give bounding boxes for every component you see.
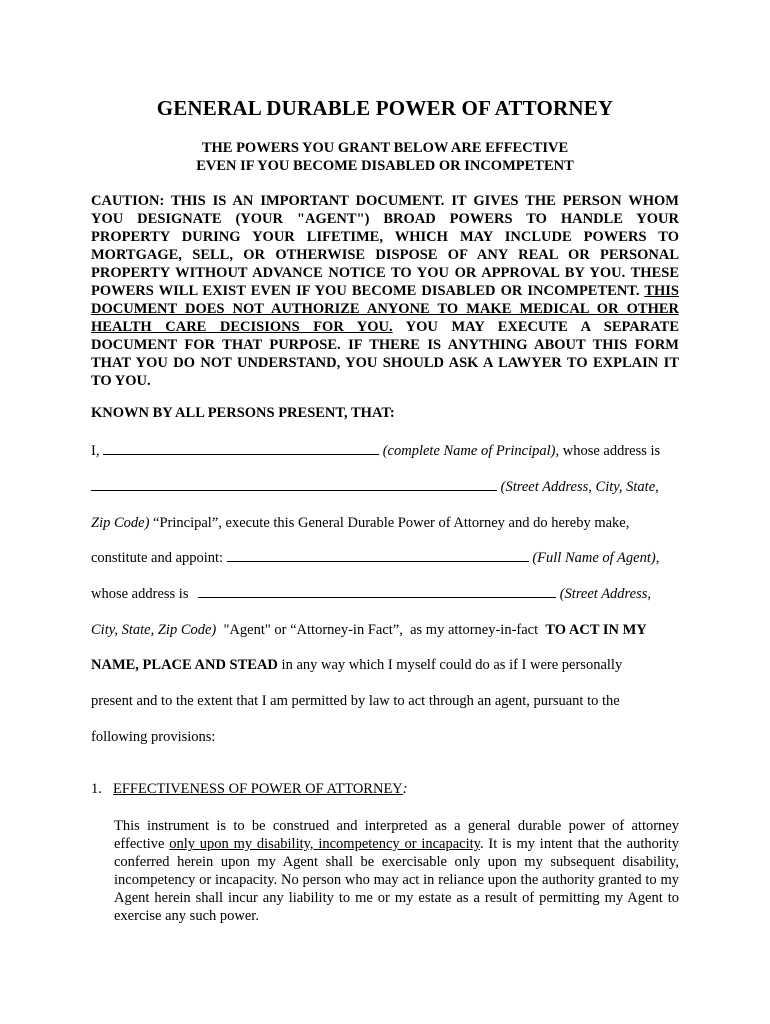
present-extent-line: present and to the extent that I am permitted by law to act through an agent, pursuant to the: [91, 693, 620, 709]
principal-execute-text: “Principal”, execute this General Durable Power of Attorney and do hereby make,: [149, 515, 630, 531]
agent-address-blank[interactable]: [198, 585, 556, 598]
agent-address-label: whose address is: [91, 586, 189, 602]
principal-address-label: , whose address is: [555, 443, 661, 459]
agent-name-blank[interactable]: [227, 549, 529, 562]
subtitle-line-2: EVEN IF YOU BECOME DISABLED OR INCOMPETENT: [196, 158, 574, 174]
principal-prefix: I,: [91, 443, 100, 459]
principal-name-line: [91, 442, 679, 460]
agent-name-comma: ,: [655, 550, 660, 566]
section-1-text-2: . It is my intent that the authority conferred herein upon my Agent shall be exercisable only upon my subsequent disability, incompetency or incapacity. No person who may act in reliance upon the authority granted to my Agent herein shall incur any liability to me or my estate as a result of permitting my Agent to exercise any such power.: [114, 836, 679, 924]
agent-address-hint: (Street Address,: [559, 586, 652, 602]
document-title: GENERAL DURABLE POWER OF ATTORNEY: [156, 96, 614, 120]
principal-zip-hint: Zip Code): [91, 515, 150, 531]
principal-address-hint: (Street Address, City, State,: [500, 479, 659, 495]
principal-address-line: [91, 478, 679, 496]
agent-city-line: [91, 621, 679, 639]
agent-name-line: [91, 549, 679, 567]
known-by-all-heading: KNOWN BY ALL PERSONS PRESENT, THAT:: [91, 405, 395, 421]
personally-text: in any way which I myself could do as if I were personally: [277, 657, 623, 673]
principal-zip-line: [91, 514, 679, 532]
principal-name-blank[interactable]: [103, 442, 379, 455]
name-place-stead-line: [91, 656, 679, 674]
agent-address-line: [91, 585, 679, 603]
section-1-text-1: This instrument is to be construed and interpreted as a general durable power of attorney effective: [114, 818, 679, 852]
principal-address-blank[interactable]: [91, 478, 497, 491]
name-place-stead-text: NAME, PLACE AND STEAD: [91, 657, 278, 673]
caution-paragraph: [91, 192, 679, 390]
appoint-text: constitute and appoint:: [91, 550, 224, 566]
act-in-my-text: TO ACT IN MY: [545, 622, 647, 638]
caution-text-2: YOU MAY EXECUTE A SEPARATE DOCUMENT FOR THAT PURPOSE. IF THERE IS ANYTHING ABOUT THIS FORM THAT YOU DO NOT UNDERSTAND, YOU SHOULD ASK A LAWYER TO EXPLAIN IT TO YOU.: [91, 319, 679, 389]
attorney-in-fact-text: "Agent" or “Attorney-in Fact”, as my attorney-in-fact: [216, 622, 546, 638]
section-1-heading: [91, 781, 408, 798]
agent-city-hint: City, State, Zip Code): [91, 622, 217, 638]
section-1-colon: :: [402, 781, 408, 797]
section-1-underlined-text: only upon my disability, incompetency or incapacity: [169, 836, 480, 852]
agent-name-hint: (Full Name of Agent): [532, 550, 656, 566]
following-provisions-line: following provisions:: [91, 729, 216, 745]
section-1-body: [114, 817, 679, 925]
principal-name-hint: (complete Name of Principal): [382, 443, 556, 459]
caution-underlined-text: THIS DOCUMENT DOES NOT AUTHORIZE ANYONE TO MAKE MEDICAL OR OTHER HEALTH CARE DECISIONS FOR YOU.: [91, 283, 679, 335]
document-subtitle: [91, 139, 679, 175]
caution-text-1: CAUTION: THIS IS AN IMPORTANT DOCUMENT. IT GIVES THE PERSON WHOM YOU DESIGNATE (YOUR "AGENT") BROAD POWERS TO HANDLE YOUR PROPERTY DURING YOUR LIFETIME, WHICH MAY INCLUDE POWERS TO MORTGAGE, SELL, OR OTHERWISE DISPOSE OF ANY REAL OR PERSONAL PROPERTY WITHOUT ADVANCE NOTICE TO YOU OR APPROVAL BY YOU. THESE POWERS WILL EXIST EVEN IF YOU BECOME DISABLED OR INCOMPETENT.: [91, 193, 679, 299]
subtitle-line-1: THE POWERS YOU GRANT BELOW ARE EFFECTIVE: [201, 140, 569, 156]
section-1-title: EFFECTIVENESS OF POWER OF ATTORNEY: [113, 781, 403, 797]
section-1-number: 1.: [91, 781, 102, 797]
